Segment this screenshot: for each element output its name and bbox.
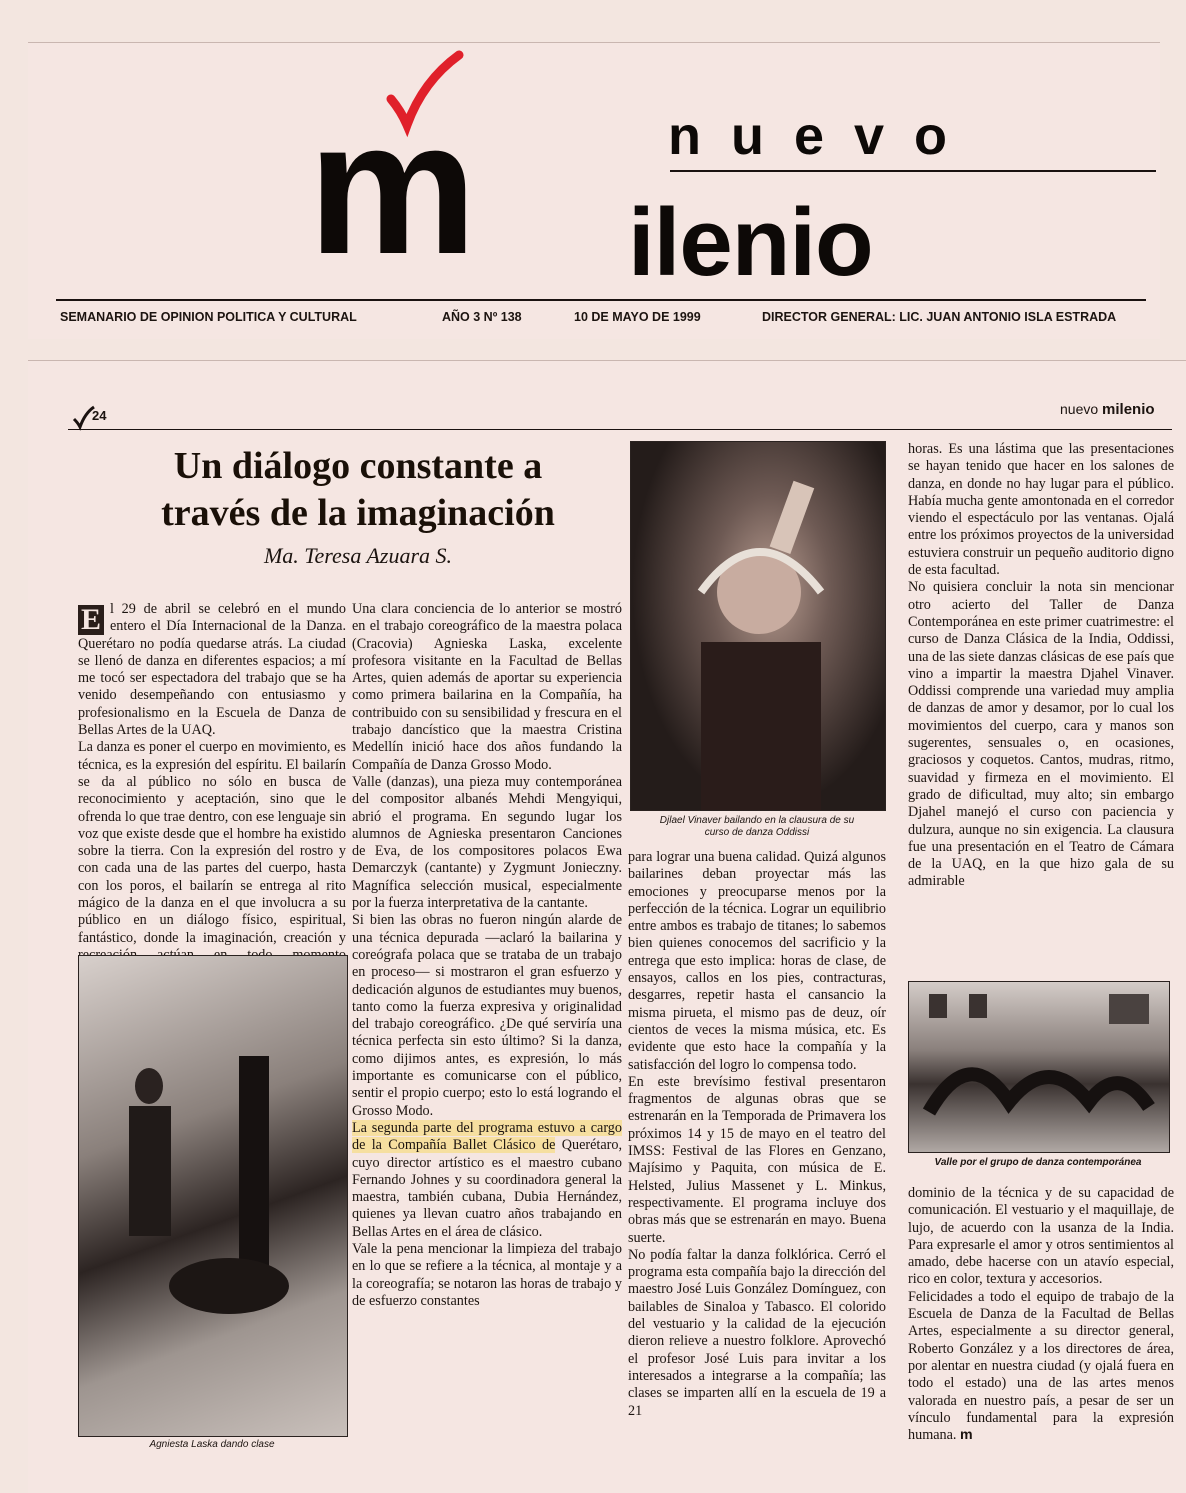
end-mark: m [960,1427,973,1444]
logo-rule [670,170,1156,172]
column-2 [352,601,622,1443]
paragraph [908,1289,1174,1445]
photo-class-caption: Agniesta Laska dando clase [149,1439,275,1450]
highlighted-text: La segunda parte del programa estuvo a cargo de la Compañía Ballet Clásico de [352,1119,622,1154]
paragraph [78,601,346,739]
paragraph [352,1120,622,1241]
paragraph: Si bien las obras no fueron ningún alarde de una técnica depurada —aclaró la bailarina y coreógrafa polaca que se trataba de un trabajo en proceso— si mostraron el gran esfuerzo y dedicación algunos de estudiantes muy buenos, tanto como la fuerza expresiva y originalidad del trabajo coreográfico. ¿De qué serviría una técnica perfecta sin esto último? Si la danza, como dijimos antes, es expresión, lo más importante es comunicarse con el público, sentir el propio cuerpo; esto lo está logrando el Grosso Modo. [352,912,622,1119]
masthead-rule [56,299,1146,301]
header-rule [68,429,1172,430]
dancer-figure-icon [631,442,885,810]
paragraph: Una clara conciencia de lo anterior se mostró en el trabajo coreográfico de la maestra polaca (Cracovia) Agnieska Laska, excelente profesora visitante en la Facultad de Bellas Artes, quien además de aportar su experiencia como primera bailarina en la Compañía, ha contribuido con su sensibilidad y frescura en el trabajo dancístico que la maestra Cristina Medellín inició hace dos años fundando la Compañía de Danza Grosso Modo. [352,601,622,773]
dancers-figure-icon [79,956,347,1436]
headline [88,443,628,537]
paragraph: Valle (danzas), una pieza muy contemporánea del compositor albanés Mehdi Mengyiqui, abrió el programa. En segundo lugar los alumnos de Agnieska presentaron Canciones de Eva, de los compositores polacos Ewa Demarczyk (cantante) y Zygmunt Jonieczny. Magnífica selección musical, especialmente por la fuerza interpretativa de la cantante. [352,773,622,912]
running-head [1060,401,1155,418]
logo-m: m [308,82,471,294]
running-head-bold: milenio [1102,401,1155,418]
caption-line-1: Djlael Vinaver bailando en la clausura de su [659,815,855,826]
byline: Ma. Teresa Azuara S. [263,543,453,568]
paragraph: Vale la pena mencionar la limpieza del trabajo en lo que se refiere a la técnica, al montaje y a la coreografía; se notaron las horas de trabajo y de esfuerzo constantes [352,1240,622,1309]
column-1 [78,601,346,946]
paragraph: No quisiera concluir la nota sin mencionar otro acierto del Taller de Danza Contemporánea en este primer cuatrimestre: el curso de Danza Clásica de la India, Oddissi, una de las siete danzas clásicas de ese país que vino a impartir la maestra Djahel Vinaver. Oddissi comprende una variedad muy amplia de danzas de amor y desamor, por lo cual los movimientos del cuerpo, cara y manos son sugerentes, sensuales o, en ocasiones, graciosos y coquetos. Cantos, mudras, ritmo, suavidad y firmeza en el movimiento. El grado de dificultad, muy alto; sin embargo Djahel manejó el curso con paciencia y dulzura, aunque no sin exigencia. La clausura fue una presentación en el Teatro de Cámara de la UAQ, en la que hizo gala de su admirable [908,579,1174,890]
director: DIRECTOR GENERAL: LIC. JUAN ANTONIO ISLA ESTRADA [762,310,1117,324]
issue-date: 10 DE MAYO DE 1999 [574,310,701,324]
photo-class [78,955,348,1437]
paragraph: En este brevísimo festival presentaron fragmentos de algunas obras que se estrenarán en la Temporada de Primavera los próximos 14 y 15 de mayo en el teatro del IMSS: Festival de las Flores en Genzano, Majísimo y Paquita, con música de E. Helsted, Julius Massenet y L. Minkus, respectivamente. El programa incluye dos obras más que se estrenarán en mayo. Buena suerte. [628,1073,886,1246]
photo-valle-caption: Valle por el grupo de danza contemporánea [934,1157,1142,1168]
headline-line-1: Un diálogo constante a [173,445,543,487]
logo-nuevo: nuevo [668,106,978,166]
paragraph: La danza es poner el cuerpo en movimiento, es técnica, es la expresión del espíritu. El bailarín se da al público no sólo en busca de reconocimiento y aceptación, sino que le ofrenda lo que trae dentro, con ese lenguaje sin voz que existe desde que el hombre ha existido sobre la tierra. Con la expresión del rostro y con cada una de las partes del cuerpo, hasta con los poros, el bailarín se entrega al rito mágico de la danza en el que involucra a su público en un diálogo físico, espiritual, fantástico, donde la imaginación, creación y [78,739,346,946]
drop-cap: E [78,605,104,635]
running-head-light: nuevo [1060,401,1099,417]
paragraph-text: Felicidades a todo el equipo de trabajo de la Escuela de Danza de la Facultad de Bellas Artes, especialmente a su director general, Roberto González y a los directores de área, por alentar en nuestra ciudad (y ojalá fuera en todo el estado) una de las artes menos valorada en nuestro país, a pesar de ser un vínculo fundamental para la expresión humana. [908,1288,1174,1444]
photo-valle-group [908,981,1170,1153]
caption-line-2: curso de danza Oddissi [704,827,810,838]
column-3 [628,849,886,1443]
photo-oddissi-caption [630,815,884,839]
group-dancers-icon [909,982,1169,1152]
page-number: 24 [92,408,107,423]
paragraph-text: Querétaro, cuyo director artístico es el maestro cubano Fernando Johnes y su coordinadora general la maestra, también cubana, Dubia Hernández, quienes ya llevan cuatro años trabajando en Bellas Artes en el área de clásico. [352,1137,622,1240]
paragraph: para lograr una buena calidad. Quizá algunos bailarines deban proyectar más las emociones y preocuparse menos por la perfección de la técnica. Lograr un equilibrio entre ambos es trabajo de titanes; lo sabemos bien quienes conocemos del sacrificio y la entrega que esto implica: horas de clase, de ensayos, callos en los pies, contracturas, desgarres, repetir hasta el cansancio la misma pirueta, el mismo pas de deuz, oír cientos de veces la misma música, etc. Es evidente que esto hace la compañía y la satisfacción del logro lo compensa todo. [628,849,886,1073]
paragraph: horas. Es una lástima que las presentaciones se hayan tenido que hacer en los salones de danza, en donde no hay lugar para el público. Había mucha gente amontonada en el corredor viendo el espectáculo por las ventanas. Ojalá entre los próximos proyectos de la universidad estuviera construir un pequeño auditorio digno de esta facultad. [908,441,1174,579]
column-4-top [908,441,1174,967]
masthead-clipping [28,42,1160,339]
headline-line-2: través de la imaginación [161,492,555,534]
paragraph: No podía faltar la danza folklórica. Cerró el programa esta compañía bajo la dirección del maestro José Luis González Domínguez, con bailables de Sinaloa y Tabasco. El colorido del vestuario y la calidad de la ejecución dieron relieve a nuestro folklore. Aprovechó el profesor José Luis para invitar a los interesados a integrarse a la compañía; las clases se imparten allí en la escuela de 19 a 21 [628,1246,886,1419]
article-clipping [28,360,1186,1493]
tagline: SEMANARIO DE OPINION POLITICA Y CULTURAL [60,310,357,324]
column-4-bottom [908,1185,1174,1455]
issue-number: AÑO 3 Nº 138 [442,310,522,324]
paragraph: dominio de la técnica y de su capacidad de comunicación. El vestuario y el maquillaje, de lujo, de acuerdo con la usanza de la India. Para expresarle el amor y otros sentimientos al amado, debe hacerse con un atavío especial, rico en color, textura y accesorios. [908,1185,1174,1288]
logo-ilenio: ilenio [628,189,873,296]
paragraph-text: l 29 de abril se celebró en el mundo entero el Día Internacional de la Danza. Querétaro no podía quedarse atrás. La ciudad se llenó de danza en diferentes espacios; a mí me tocó ser espectadora del trabajo que se ha venido desempeñando con entusiasmo y profesionalismo en la Escuela de Danza de Bellas Artes de la UAQ. [78,601,346,739]
photo-oddissi-dancer [630,441,886,811]
